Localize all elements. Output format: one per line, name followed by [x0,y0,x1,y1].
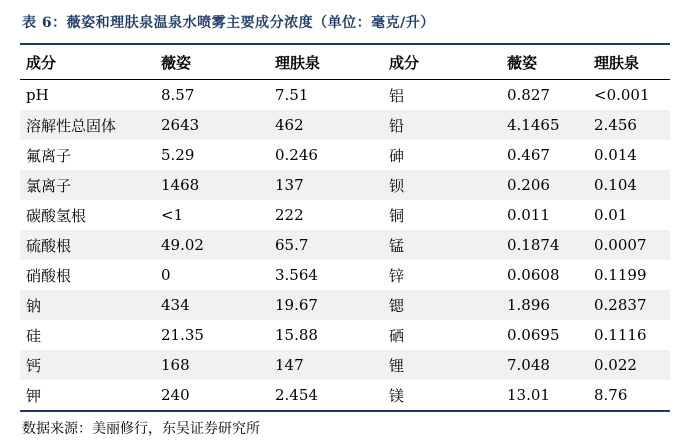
cell-vichy-left: 21.35 [161,326,204,344]
cell-ingredient-right: 硒 [389,326,405,345]
header-vichy-left: 薇姿 [161,53,192,72]
cell-larocheposay-left: 462 [275,116,304,134]
table-row [20,260,670,290]
table-row [20,170,670,200]
cell-ingredient-left: 硅 [26,326,42,345]
cell-larocheposay-right: 0.2837 [594,296,647,314]
cell-larocheposay-right: 0.022 [594,356,637,374]
cell-larocheposay-left: 19.67 [275,296,318,314]
cell-ingredient-right: 锶 [389,296,405,315]
header-ingredient-left: 成分 [26,53,57,72]
cell-vichy-left: 1468 [161,176,200,194]
cell-larocheposay-left: 147 [275,356,304,374]
cell-vichy-left: 434 [161,296,190,314]
source-note: 数据来源：美丽修行，东吴证券研究所 [22,421,260,437]
table-body [20,80,670,410]
cell-larocheposay-left: 65.7 [275,236,309,254]
cell-larocheposay-right: 0.014 [594,146,637,164]
cell-ingredient-left: 硫酸根 [26,236,72,255]
cell-ingredient-left: 氟离子 [26,146,72,165]
cell-ingredient-left: pH [26,86,49,104]
cell-larocheposay-right: 0.01 [594,206,628,224]
cell-larocheposay-right: <0.001 [594,86,650,104]
table-row [20,380,670,410]
cell-ingredient-left: 氯离子 [26,176,72,195]
header-larocheposay-left: 理肤泉 [275,53,321,72]
cell-ingredient-left: 钾 [26,386,42,405]
cell-vichy-right: 13.01 [507,386,550,404]
cell-vichy-right: 0.827 [507,86,550,104]
cell-vichy-right: 7.048 [507,356,550,374]
cell-ingredient-right: 钡 [389,176,405,195]
cell-larocheposay-right: 0.1199 [594,266,647,284]
cell-ingredient-right: 锂 [389,356,405,375]
cell-ingredient-right: 镁 [389,386,405,405]
cell-larocheposay-right: 8.76 [594,386,628,404]
cell-ingredient-right: 铜 [389,206,405,225]
cell-vichy-right: 0.0695 [507,326,560,344]
table-row [20,200,670,230]
cell-ingredient-right: 砷 [389,146,405,165]
header-ingredient-right: 成分 [389,53,420,72]
cell-larocheposay-right: 0.104 [594,176,637,194]
cell-vichy-right: 0.0608 [507,266,560,284]
table-row [20,110,670,140]
table-row [20,320,670,350]
header-vichy-right: 薇姿 [507,53,538,72]
cell-vichy-right: 0.011 [507,206,550,224]
cell-vichy-right: 0.1874 [507,236,560,254]
table-row [20,140,670,170]
table-row [20,80,670,110]
cell-vichy-right: 4.1465 [507,116,560,134]
table-row [20,230,670,260]
cell-vichy-right: 1.896 [507,296,550,314]
cell-vichy-left: 168 [161,356,190,374]
cell-larocheposay-right: 2.456 [594,116,637,134]
cell-larocheposay-left: 3.564 [275,266,318,284]
cell-ingredient-left: 钙 [26,356,42,375]
table-row [20,350,670,380]
table-row [20,290,670,320]
cell-ingredient-right: 锌 [389,266,405,285]
cell-larocheposay-right: 0.1116 [594,326,647,344]
cell-vichy-left: <1 [161,206,184,224]
cell-vichy-right: 0.467 [507,146,550,164]
cell-ingredient-left: 溶解性总固体 [26,116,117,135]
cell-larocheposay-left: 137 [275,176,304,194]
cell-vichy-left: 5.29 [161,146,195,164]
cell-vichy-left: 8.57 [161,86,195,104]
table-title: 表 6：薇姿和理肤泉温泉水喷雾主要成分浓度（单位：毫克/升） [22,15,435,31]
cell-larocheposay-left: 2.454 [275,386,318,404]
cell-vichy-left: 0 [161,266,171,284]
header-larocheposay-right: 理肤泉 [594,53,640,72]
table-header-row [20,45,670,79]
cell-vichy-left: 240 [161,386,190,404]
cell-larocheposay-left: 0.246 [275,146,318,164]
cell-larocheposay-left: 7.51 [275,86,309,104]
cell-vichy-right: 0.206 [507,176,550,194]
cell-ingredient-left: 碳酸氢根 [26,206,87,225]
bottom-rule [20,410,670,412]
cell-larocheposay-right: 0.0007 [594,236,647,254]
cell-ingredient-left: 钠 [26,296,42,315]
cell-larocheposay-left: 15.88 [275,326,318,344]
cell-ingredient-right: 铝 [389,86,405,105]
cell-vichy-left: 2643 [161,116,200,134]
cell-vichy-left: 49.02 [161,236,204,254]
cell-larocheposay-left: 222 [275,206,304,224]
cell-ingredient-right: 锰 [389,236,405,255]
cell-ingredient-left: 硝酸根 [26,266,72,285]
cell-ingredient-right: 铅 [389,116,405,135]
